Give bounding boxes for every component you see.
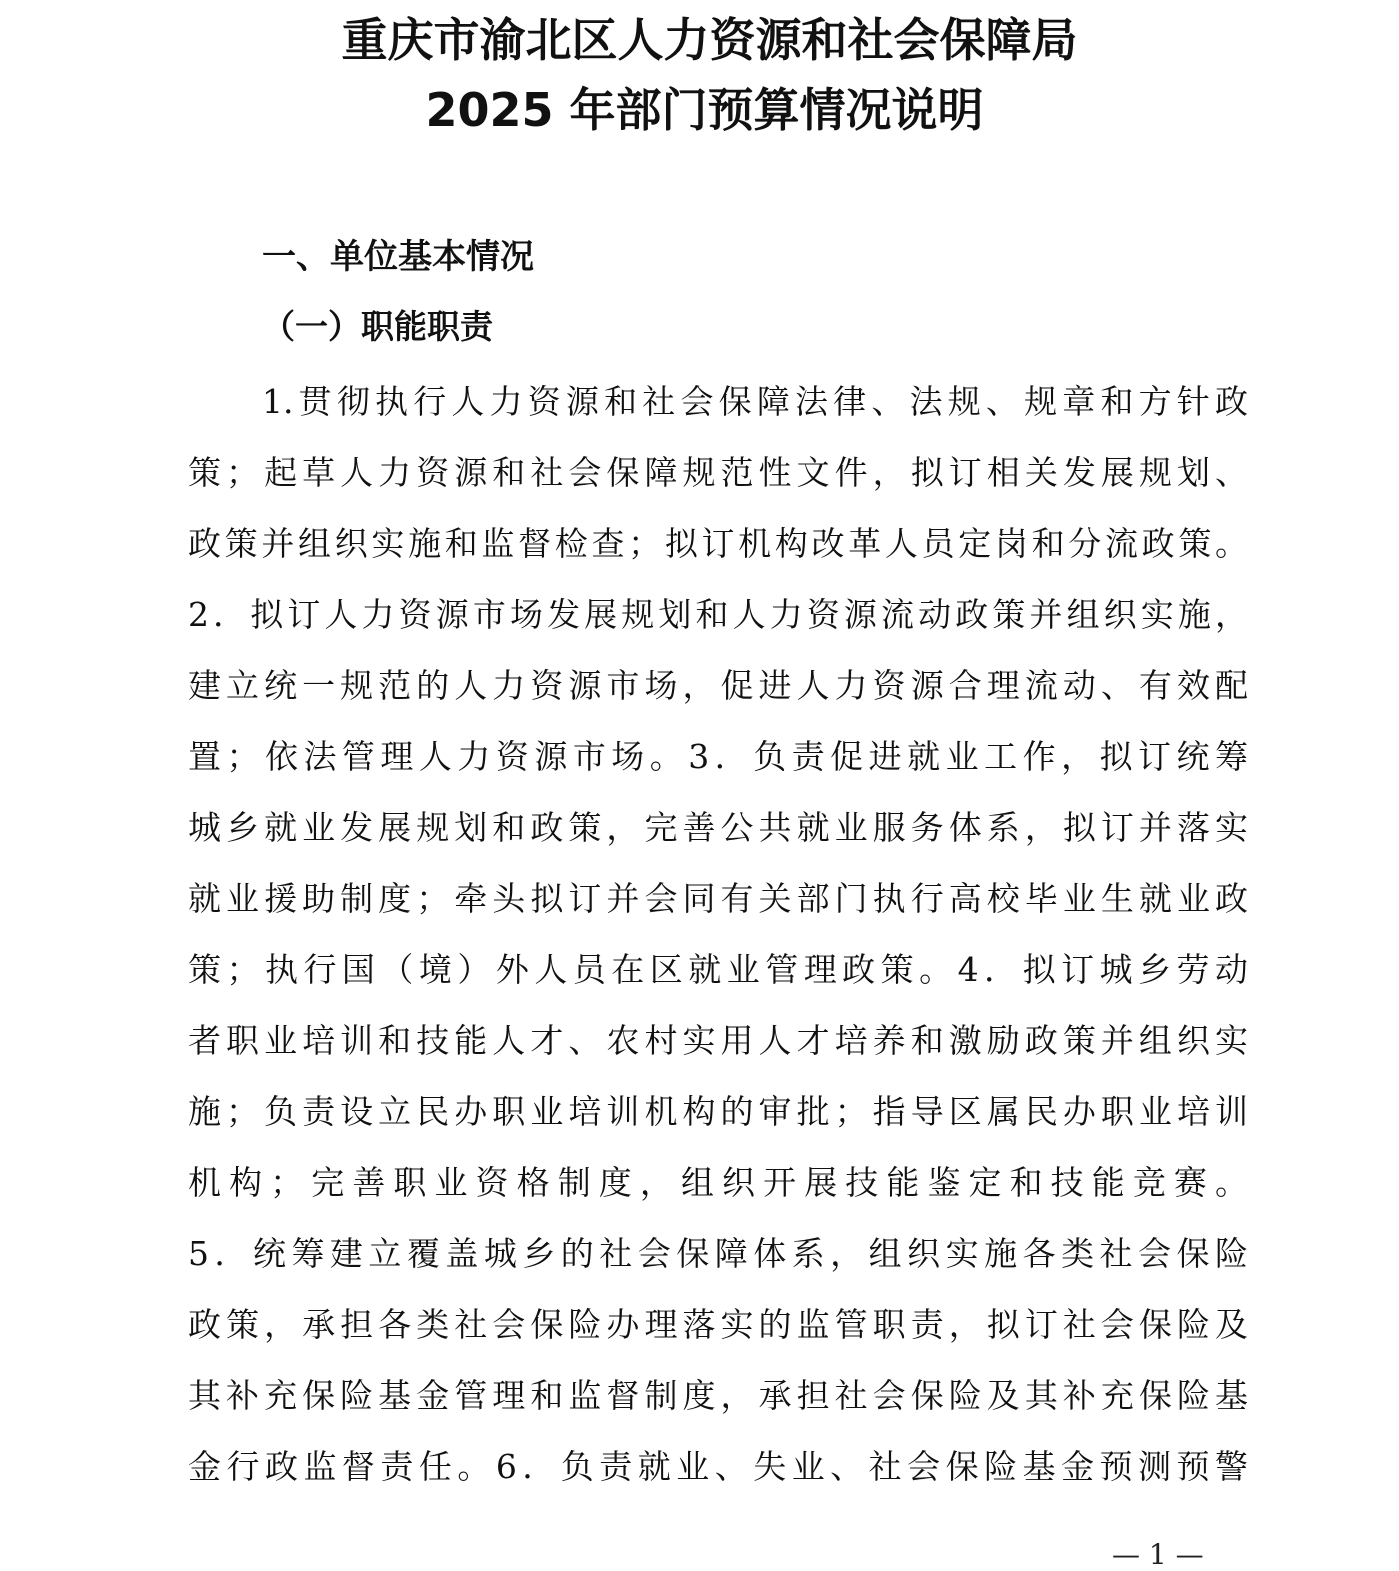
- section-heading: 一、单位基本情况: [262, 237, 534, 277]
- body-line: 5．统筹建立覆盖城乡的社会保障体系，组织实施各类社会保险: [188, 1234, 1248, 1273]
- body-line: 策；执行国（境）外人员在区就业管理政策。4．拟订城乡劳动: [188, 950, 1248, 989]
- body-line: 置；依法管理人力资源市场。3．负责促进就业工作，拟订统筹: [188, 737, 1248, 776]
- body-line: 者职业培训和技能人才、农村实用人才培养和激励政策并组织实: [188, 1021, 1248, 1060]
- document-title-line-2: 2025 年部门预算情况说明: [425, 83, 984, 137]
- body-line: 政策并组织实施和监督检查；拟订机构改革人员定岗和分流政策。: [188, 524, 1248, 563]
- body-line: 1.贯彻执行人力资源和社会保障法律、法规、规章和方针政: [262, 382, 1248, 421]
- body-line: 就业援助制度；牵头拟订并会同有关部门执行高校毕业生就业政: [188, 879, 1248, 918]
- page-number: — 1 —: [1112, 1538, 1204, 1571]
- body-line: 机构；完善职业资格制度，组织开展技能鉴定和技能竞赛。: [188, 1163, 1248, 1202]
- body-line: 施；负责设立民办职业培训机构的审批；指导区属民办职业培训: [188, 1092, 1248, 1131]
- body-line: 城乡就业发展规划和政策，完善公共就业服务体系，拟订并落实: [188, 808, 1248, 847]
- body-line: 策；起草人力资源和社会保障规范性文件，拟订相关发展规划、: [188, 453, 1248, 492]
- body-line: 建立统一规范的人力资源市场，促进人力资源合理流动、有效配: [188, 666, 1248, 705]
- body-line: 政策，承担各类社会保险办理落实的监管职责，拟订社会保险及: [188, 1305, 1248, 1344]
- subsection-heading: （一）职能职责: [262, 307, 493, 346]
- body-line: 金行政监督责任。6．负责就业、失业、社会保险基金预测预警: [188, 1447, 1248, 1486]
- document-title-line-1: 重庆市渝北区人力资源和社会保障局: [341, 13, 1078, 67]
- body-line: 2．拟订人力资源市场发展规划和人力资源流动政策并组织实施，: [188, 595, 1248, 634]
- body-line: 其补充保险基金管理和监督制度，承担社会保险及其补充保险基: [188, 1376, 1248, 1415]
- body-paragraph: [188, 366, 1248, 1502]
